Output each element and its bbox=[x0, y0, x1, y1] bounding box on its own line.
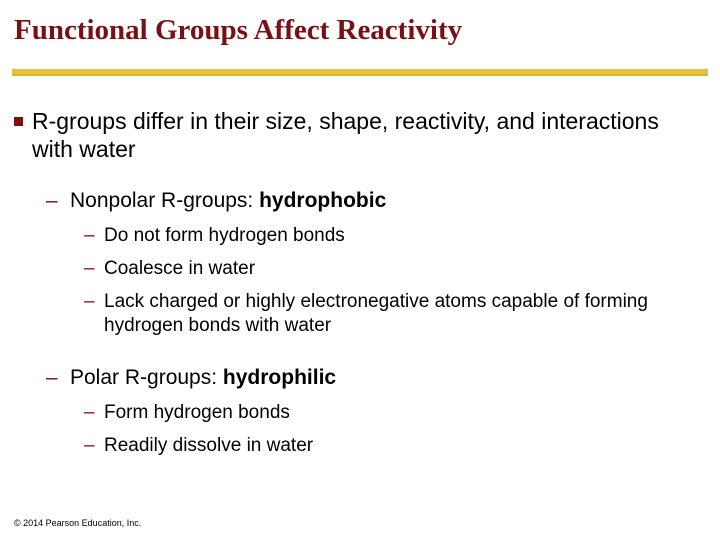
nonpolar-item bbox=[84, 224, 684, 248]
polar-emphasis: hydrophilic bbox=[222, 366, 337, 389]
nonpolar-label: Nonpolar R-groups: bbox=[70, 189, 260, 212]
copyright-footer: © 2014 Pearson Education, Inc. bbox=[14, 518, 142, 528]
square-bullet-icon bbox=[14, 117, 23, 126]
nonpolar-item bbox=[84, 257, 684, 281]
nonpolar-item bbox=[84, 290, 684, 338]
dash-bullet-icon: – bbox=[84, 402, 95, 423]
nonpolar-item-text: Do not form hydrogen bonds bbox=[104, 225, 345, 246]
dash-bullet-icon: – bbox=[84, 291, 95, 312]
polar-label: Polar R-groups: bbox=[70, 366, 223, 389]
nonpolar-emphasis: hydrophobic bbox=[259, 189, 387, 212]
polar-bullet bbox=[46, 365, 336, 391]
dash-bullet-icon: – bbox=[46, 189, 58, 212]
polar-item bbox=[84, 434, 684, 458]
polar-item bbox=[84, 401, 684, 425]
dash-bullet-icon: – bbox=[46, 366, 58, 389]
slide-title: Functional Groups Affect Reactivity bbox=[14, 14, 463, 46]
polar-bullet-text bbox=[70, 365, 336, 391]
nonpolar-item-text: Coalesce in water bbox=[104, 258, 256, 279]
dash-bullet-icon: – bbox=[84, 435, 95, 456]
polar-item-text: Readily dissolve in water bbox=[104, 435, 314, 456]
nonpolar-item-text: Lack charged or highly electronegative atoms capable of forming hydrogen bonds with water bbox=[104, 291, 648, 336]
nonpolar-bullet bbox=[46, 188, 386, 214]
polar-item-text: Form hydrogen bonds bbox=[104, 402, 290, 423]
title-underline-shadow bbox=[12, 74, 708, 76]
nonpolar-bullet-text bbox=[70, 188, 386, 214]
dash-bullet-icon: – bbox=[84, 225, 95, 246]
dash-bullet-icon: – bbox=[84, 258, 95, 279]
main-bullet bbox=[14, 107, 674, 163]
main-bullet-text: R-groups differ in their size, shape, reactivity, and interactions with water bbox=[32, 108, 659, 162]
